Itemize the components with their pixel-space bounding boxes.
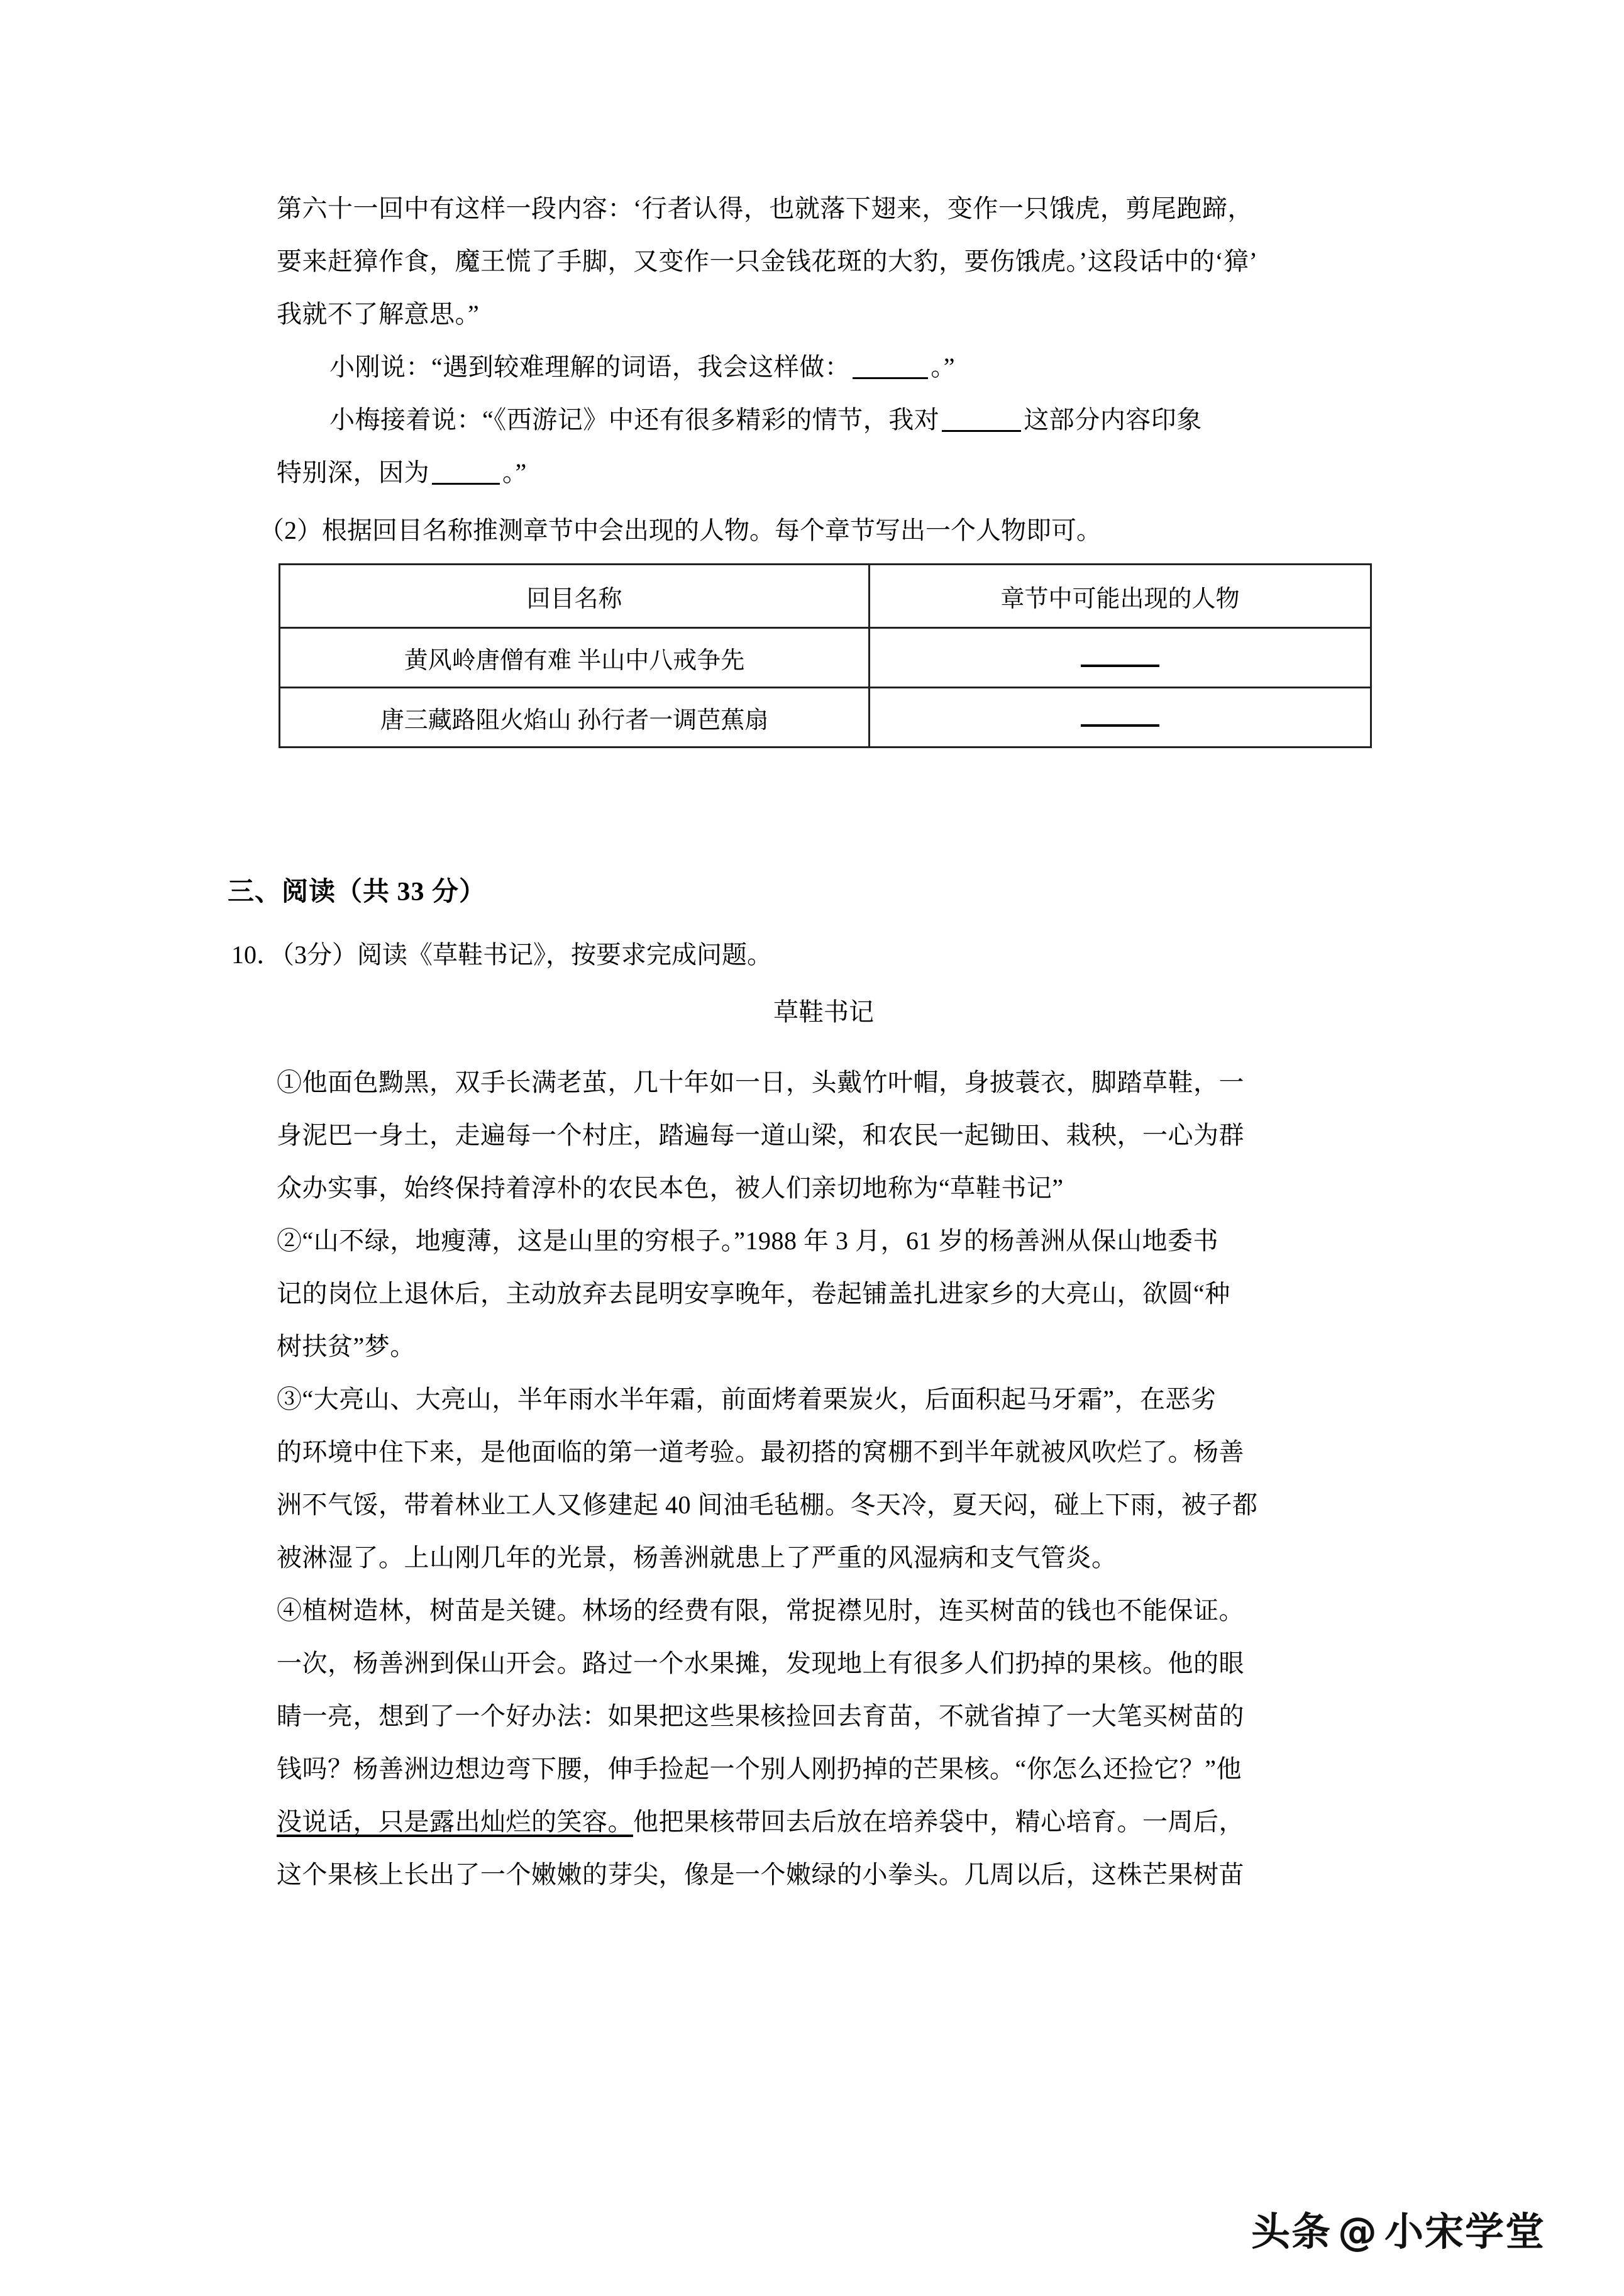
dialogue-xiaogang [277, 341, 1371, 394]
article-paragraph-4-line-1 [277, 1584, 1371, 1637]
article-paragraph-4-line-4 [277, 1743, 1371, 1796]
paragraph-marker-2: ② [277, 1227, 302, 1255]
article-title: 草鞋书记 [773, 998, 874, 1026]
paragraph-2-text-1: “山不绿，地瘦薄，这是山里的穷根子。”1988 年 3 月，61 岁的杨善洲从保山地委书 [302, 1227, 1219, 1255]
article-paragraph-3-line-3: 洲不气馁，带着林业工人又修建起 40 间油毛毡棚。冬天冷，夏天闷，碰上下雨，被子都 [277, 1491, 1258, 1519]
table-header-row [280, 565, 1371, 628]
paragraph-3-text-1: “大亮山、大亮山，半年雨水半年霜，前面烤着栗炭火，后面积起马牙霜”，在恶劣 [302, 1385, 1217, 1413]
section-heading-reading: 三、阅读（共 33 分） [228, 878, 487, 907]
table-row [280, 628, 1371, 688]
table-header-chapter-title: 回目名称 [280, 565, 870, 628]
dialogue-xiaomei-line2 [277, 446, 1371, 499]
paragraph-4-text-1: 植树造林，树苗是关键。林场的经费有限，常捉襟见肘，连买树苗的钱也不能保证。 [302, 1596, 1244, 1625]
table-cell-answer-2[interactable] [870, 688, 1371, 748]
paragraph-marker-1: ① [277, 1068, 302, 1096]
quote-line-2: 要来赶獐作食，魔王慌了手脚，又变作一只金钱花斑的大豹，要伤饿虎。’这段话中的‘獐’ [277, 247, 1258, 275]
question-2-prompt: （2）根据回目名称推测章节中会出现的人物。每个章节写出一个人物即可。 [259, 516, 1102, 544]
article-paragraph-4-line-6: 这个果核上长出了一个嫩嫩的芽尖，像是一个嫩绿的小拳头。几周以后，这株芒果树苗 [277, 1860, 1244, 1889]
table-row [280, 688, 1371, 748]
underlined-sentence: 没说话，只是露出灿烂的笑容。 [277, 1808, 633, 1836]
article-paragraph-3-line-1 [277, 1373, 1371, 1426]
article-paragraph-2-line-1 [277, 1215, 1371, 1267]
article-paragraph-2-line-3: 树扶贫”梦。 [277, 1332, 416, 1360]
watermark [1251, 2200, 1545, 2256]
question9-continuation-block [259, 182, 1371, 748]
answer-blank-xiaomei-2[interactable] [432, 483, 500, 485]
paragraph-4-text-4: 钱吗？杨善洲边想边弯下腰，伸手捡起一个别人刚扔掉的芒果核。“你怎么还捡它？”他 [277, 1755, 1242, 1783]
watermark-platform: 头条 [1251, 2209, 1332, 2255]
table-cell-chapter-2: 唐三藏路阻火焰山 孙行者一调芭蕉扇 [280, 688, 870, 748]
quote-line-1: 第六十一回中有这样一段内容：‘行者认得，也就落下翅来，变作一只饿虎，剪尾跑蹄， [277, 194, 1253, 223]
article-paragraph-2-line-2: 记的岗位上退休后，主动放弃去昆明安享晚年，卷起铺盖扎进家乡的大亮山，欲圆“种 [277, 1279, 1230, 1308]
question-10-prompt: 10．（3分）阅读《草鞋书记》，按要求完成问题。 [231, 941, 772, 969]
dialogue-xiaomei-line2-prefix: 特别深，因为 [277, 458, 429, 487]
answer-blank-row2[interactable] [1081, 712, 1159, 727]
paragraph-1-text-1: 他面色黝黑，双手长满老茧，几十年如一日，头戴竹叶帽，身披蓑衣，脚踏草鞋，一 [302, 1068, 1244, 1096]
table-cell-chapter-1: 黄风岭唐僧有难 半山中八戒争先 [280, 628, 870, 688]
paragraph-4-text-5-rest: 他把果核带回去后放在培养袋中，精心培育。一周后， [633, 1808, 1244, 1836]
dialogue-xiaogang-prefix: 小刚说：“遇到较难理解的词语，我会这样做： [329, 353, 851, 381]
article-paragraph-1-line-3: 众办实事，始终保持着淳朴的农民本色，被人们亲切地称为“草鞋书记” [277, 1174, 1064, 1202]
dialogue-xiaomei-mid: 这部分内容印象 [1024, 406, 1202, 434]
paragraph-marker-3: ③ [277, 1385, 302, 1413]
chapter-character-table [279, 563, 1372, 748]
article-paragraph-4-line-2: 一次，杨善洲到保山开会。路过一个水果摊，发现地上有很多人们扔掉的果核。他的眼 [277, 1649, 1244, 1677]
article-paragraph-1-line-1 [277, 1056, 1371, 1109]
article-paragraph-3-line-4: 被淋湿了。上山刚几年的光景，杨善洲就患上了严重的风湿病和支气管炎。 [277, 1543, 1117, 1572]
answer-blank-xiaogang[interactable] [853, 377, 928, 379]
paragraph-marker-4: ④ [277, 1596, 302, 1625]
dialogue-xiaomei-prefix: 小梅接着说：“《西游记》中还有很多精彩的情节，我对 [329, 406, 940, 434]
answer-blank-xiaomei-1[interactable] [942, 430, 1021, 432]
quote-line-3: 我就不了解意思。” [277, 300, 480, 328]
article-paragraph-1-line-2: 身泥巴一身土，走遍每一个村庄，踏遍每一道山梁，和农民一起锄田、栽秧，一心为群 [277, 1121, 1244, 1149]
article-paragraph-3-line-2: 的环境中住下来，是他面临的第一道考验。最初搭的窝棚不到半年就被风吹烂了。杨善 [277, 1438, 1244, 1466]
chapter-character-table-wrap [279, 563, 1371, 748]
dialogue-xiaogang-suffix: 。” [931, 353, 956, 381]
watermark-account: 小宋学堂 [1384, 2209, 1546, 2255]
article-body [277, 1056, 1371, 1901]
table-header-character: 章节中可能出现的人物 [870, 565, 1371, 628]
dialogue-xiaomei-line2-suffix: 。” [502, 458, 527, 487]
article-paragraph-4-line-5 [277, 1796, 1371, 1848]
answer-blank-row1[interactable] [1081, 652, 1159, 667]
dialogue-xiaomei-line1 [277, 394, 1371, 446]
table-cell-answer-1[interactable] [870, 628, 1371, 688]
watermark-at-symbol: @ [1338, 2209, 1379, 2255]
article-paragraph-4-line-3: 睛一亮，想到了一个好办法：如果把这些果核捡回去育苗，不就省掉了一大笔买树苗的 [277, 1702, 1244, 1730]
